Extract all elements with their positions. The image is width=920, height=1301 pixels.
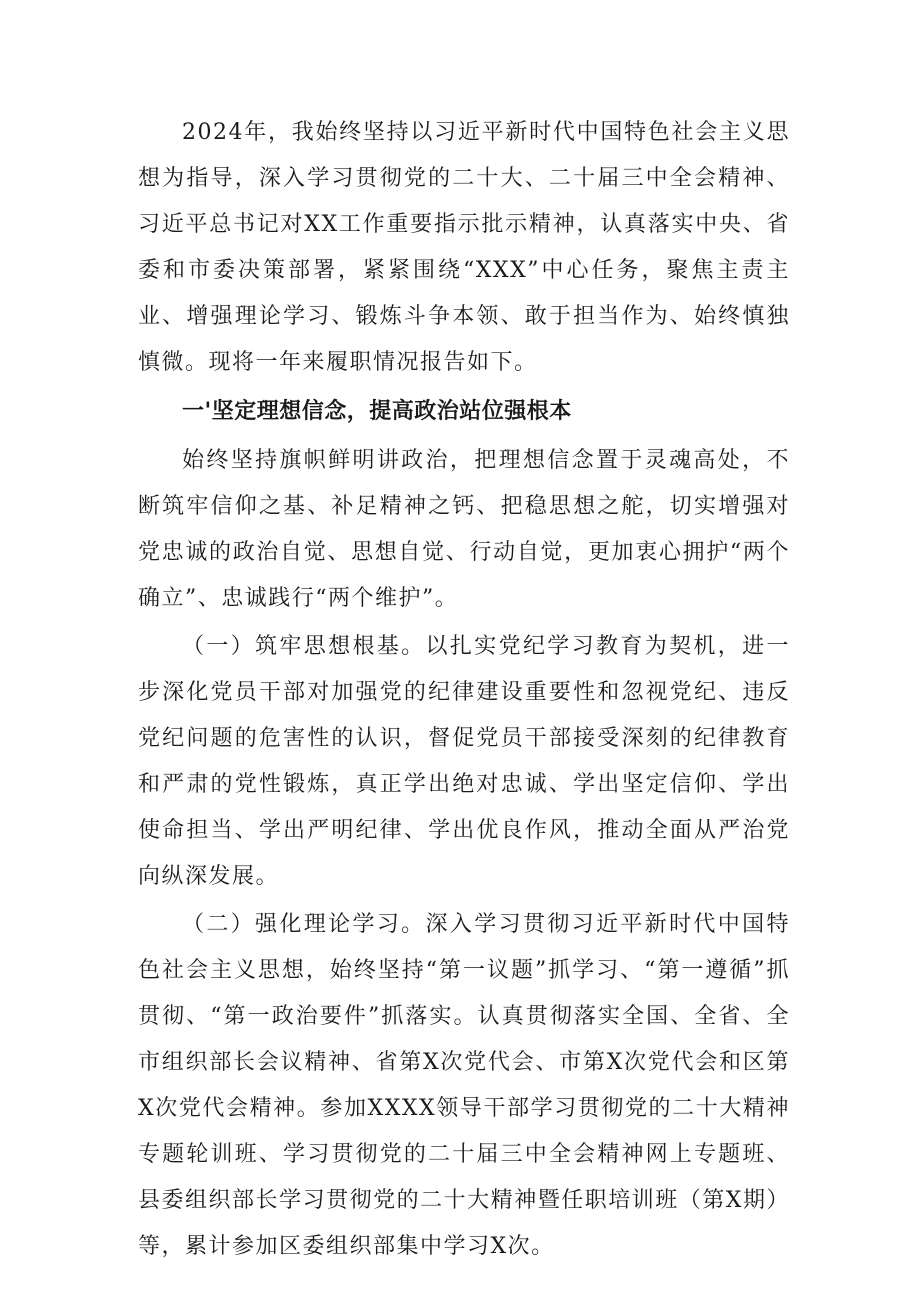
section-heading: 一'坚定理想信念，提高政治站位强根本 — [182, 399, 572, 424]
subsection-paragraph-1: （一）筑牢思想根基。以扎实党纪学习教育为契机，进一步深化党员干部对加强党的纪律建设重要性和忽视党纪、违反党纪问题的危害性的认识，督促党员干部接受深刻的纪律教育和严肃的党性锻炼，真正学出绝对忠诚、学出坚定信仰、学出使命担当、学出严明纪律、学出优良作风，推动全面从严治党向纵深发展。 — [138, 634, 790, 889]
subsection-paragraph-2: （二）强化理论学习。深入学习贯彻习近平新时代中国特色社会主义思想，始终坚持“第一议题”抓学习、“第一遵循”抓贯彻、“第一政治要件”抓落实。认真贯彻落实全国、全省、全市组织部长会议精神、省第X次党代会、市第X次党代会和区第X次党代会精神。参加XXXX领导干部学习贯彻党的二十大精神专题轮训班、学习贯彻党的二十届三中全会精神网上专题班、县委组织部长学习贯彻党的二十大精神暨任职培训班（第X期）等，累计参加区委组织部集中学习X次。 — [138, 912, 790, 1259]
intro-paragraph: 2024年，我始终坚持以习近平新时代中国特色社会主义思想为指导，深入学习贯彻党的二十大、二十届三中全会精神、习近平总书记对XX工作重要指示批示精神，认真落实中央、省委和市委决策部署，紧紧围绕“XXX”中心任务，聚焦主责主业、增强理论学习、锻炼斗争本领、敢于担当作为、始终慎独慎微。现将一年来履职情况报告如下。 — [138, 120, 790, 375]
section-intro-paragraph: 始终坚持旗帜鲜明讲政治，把理想信念置于灵魂高处，不断筑牢信仰之基、补足精神之钙、把稳思想之舵，切实增强对党忠诚的政治自觉、思想自觉、行动自觉，更加衷心拥护“两个确立”、忠诚践行“两个维护”。 — [138, 448, 790, 611]
document-body — [138, 110, 790, 1270]
